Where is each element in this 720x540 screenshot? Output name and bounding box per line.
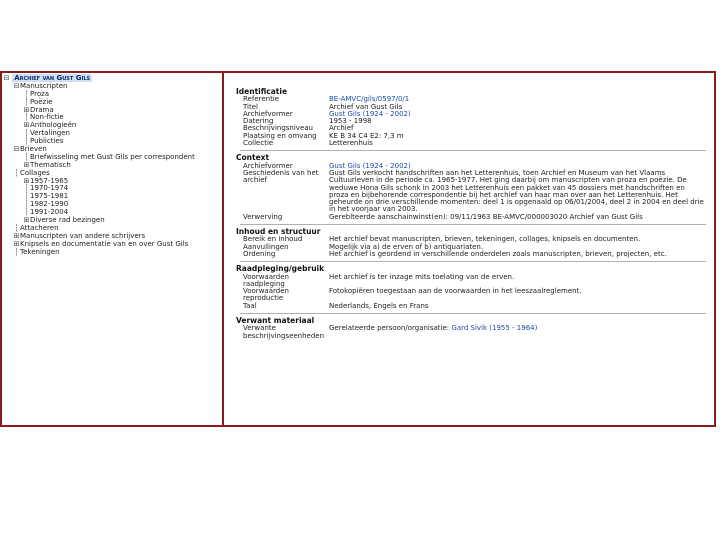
tree-root-label[interactable]: Archief van Gust Gils — [14, 74, 91, 82]
field-value — [329, 140, 706, 147]
field-text: Archief — [329, 124, 354, 133]
field-value — [329, 303, 706, 310]
field-label: Aanvullingen — [243, 242, 289, 251]
tree-line-icon: ┆ — [24, 97, 29, 106]
section-separator — [240, 313, 706, 314]
section-heading-context: Context — [236, 153, 270, 163]
expand-icon[interactable]: ⊞ — [23, 121, 30, 130]
tree-item-label[interactable]: Poëzie — [30, 97, 53, 106]
section-heading-identificatie: Identificatie — [236, 87, 288, 96]
collapse-icon[interactable]: ⊟ — [13, 145, 20, 154]
expand-icon[interactable]: ⊞ — [23, 105, 30, 114]
expand-icon[interactable]: ⊞ — [23, 160, 30, 169]
expand-icon[interactable]: ⊞ — [23, 216, 30, 225]
field-row — [243, 111, 706, 118]
tree-item-label[interactable]: Manuscripten — [20, 81, 68, 90]
field-text: KE B 34 C4 E2: 7,3 m — [329, 131, 404, 140]
field-label: Datering — [243, 117, 274, 126]
expand-icon[interactable]: ⊞ — [13, 231, 20, 240]
field-row — [243, 104, 706, 111]
field-label: Geschiedenis van het archief — [243, 168, 319, 185]
field-link[interactable]: Gust Gils (1924 - 2002) — [329, 161, 411, 170]
tree-line-icon: ┆ — [24, 113, 29, 122]
field-row — [243, 288, 706, 303]
field-text: Nederlands, Engels en Frans — [329, 301, 429, 310]
field-row — [243, 274, 706, 289]
tree-item-label[interactable]: Brieven — [20, 145, 47, 154]
field-row — [243, 325, 706, 340]
tree-line-icon: ┆ — [24, 200, 29, 209]
field-label: Titel — [243, 102, 259, 111]
section-heading-raadpleging: Raadpleging/gebruik — [236, 264, 325, 274]
field-row — [243, 170, 706, 214]
field-text: Mogelijk via a) de erven of b) antiquariaten. — [329, 242, 484, 251]
tree-line-icon: ┆ — [14, 168, 19, 177]
tree-line-icon: ┆ — [24, 152, 29, 161]
field-label: Referentie — [243, 95, 280, 104]
section-heading-inhoud: Inhoud en structuur — [236, 227, 321, 237]
field-value — [329, 118, 706, 125]
field-text: Gerelateerde persoon/organisatie: — [329, 324, 452, 333]
tree-item[interactable] — [3, 249, 219, 257]
field-label: Voorwaarden reproductie — [243, 287, 289, 303]
field-row — [243, 96, 706, 103]
tree-line-icon: ┆ — [14, 247, 19, 256]
field-row — [243, 251, 706, 258]
field-value — [329, 325, 706, 340]
archive-tree — [3, 75, 219, 256]
tree-item-label[interactable]: Thematisch — [30, 160, 71, 169]
field-label: Bereik en inhoud — [243, 235, 303, 244]
field-label: Taal — [243, 301, 257, 310]
field-text: Fotokopiëren toegestaan aan de voorwaarden in het leeszaalreglement. — [329, 287, 582, 296]
tree-item-label[interactable]: Diverse rad bezingen — [30, 216, 105, 225]
field-value — [329, 133, 706, 140]
field-value — [329, 214, 706, 221]
field-link[interactable]: Gust Gils (1924 - 2002) — [329, 109, 411, 118]
field-text: Archief van Gust Gils — [329, 102, 403, 111]
field-row — [243, 214, 706, 221]
field-text: Gereblteerde aanschainwinst(en): 09/11/1963 BE-AMVC/000003020 Archief van Gust Gils — [329, 212, 643, 221]
tree-item-label[interactable]: Drama — [30, 105, 54, 114]
field-text: Het archief bevat manuscripten, brieven, tekeningen, collages, knipsels en documenten. — [329, 235, 641, 244]
collapse-icon[interactable]: ⊟ — [3, 74, 10, 82]
field-text: Letterenhuis — [329, 139, 373, 148]
tree-item-label[interactable]: Publicties — [30, 137, 64, 146]
expand-icon[interactable]: ⊞ — [13, 239, 20, 248]
field-row — [243, 133, 706, 140]
field-text: Gust Gils verkocht handschriften aan het Letterenhuis, toen Archief en Museum van het Vlaams Cultuurleven in de periode ca. 1965-1977. Het ging daarbij om manuscripten van proza en poëzie. De weduwe Hona Gils schonk in 2003 het Letterenhuis een pakket van 45 dossiers met handschriften en proza en bijbehorende correspondentie bij het archief van haar man over aan het Letterenhuis. Het geheurde on drie verschillende momenten: deel 1 is opgenaald op 06/01/2004, deel 2 in 2004 en deel drie in het voorjaar van 2003. — [329, 168, 704, 214]
tree-item-label[interactable]: 1970-1974 — [30, 184, 69, 193]
field-label: Voorwaarden raadpleging — [243, 272, 289, 288]
section-separator — [240, 150, 706, 151]
field-value — [329, 170, 706, 214]
tree-item-label[interactable]: 1982-1990 — [30, 200, 69, 209]
field-label: Beschrijvingsniveau — [243, 124, 313, 133]
tree-item-label[interactable]: 1957-1965 — [30, 176, 69, 185]
tree-line-icon: ┆ — [24, 137, 29, 146]
tree-item-label[interactable]: Briefwisseling met Gust Gils per correspondent — [30, 152, 195, 161]
related-person-link[interactable]: Gard Sivik (1955 - 1964) — [451, 324, 538, 333]
field-label: Verwante beschrijvingseenheden — [243, 324, 325, 340]
field-text: Het archief is ter inzage mits toelating van de erven. — [329, 272, 515, 281]
field-value — [329, 111, 706, 118]
tree-line-icon: ┆ — [24, 89, 29, 98]
tree-item-label[interactable]: Anthologieën — [30, 121, 77, 130]
field-row — [243, 140, 706, 147]
field-label: Archiefvormer — [243, 109, 293, 118]
field-label: Plaatsing en omvang — [243, 131, 317, 140]
field-label: Verwerving — [243, 212, 283, 221]
field-value — [329, 288, 706, 303]
tree-item-label[interactable]: Proza — [30, 89, 50, 98]
field-value — [329, 251, 706, 258]
tree-line-icon: ┆ — [24, 129, 29, 138]
tree-item-label[interactable]: Collages — [20, 168, 50, 177]
field-label: Archiefvormer — [243, 161, 293, 170]
tree-item-label[interactable]: Attacheren — [20, 223, 59, 232]
tree-line-icon: ┆ — [24, 192, 29, 201]
expand-icon[interactable]: ⊞ — [23, 176, 30, 185]
tree-line-icon: ┆ — [14, 223, 19, 232]
field-link[interactable]: BE-AMVC/gils/0597/0/1 — [329, 95, 410, 104]
tree-item-label[interactable]: Tekeningen — [20, 247, 60, 256]
tree-item-label[interactable]: Manuscripten van andere schrijvers — [20, 231, 146, 240]
pane-divider[interactable] — [222, 71, 224, 427]
tree-item-label[interactable]: Vertalingen — [30, 129, 70, 138]
tree-item-label[interactable]: Non-fictie — [30, 113, 64, 122]
detail-pane — [236, 85, 706, 340]
tree-item-label[interactable]: 1975-1981 — [30, 192, 69, 201]
tree-item-label[interactable]: Knipsels en documentatie van en over Gust Gils — [20, 239, 189, 248]
section-separator — [240, 224, 706, 225]
tree-item-label[interactable]: 1991-2004 — [30, 208, 69, 217]
tree-line-icon: ┆ — [24, 208, 29, 217]
field-label: Collectie — [243, 139, 274, 148]
section-separator — [240, 261, 706, 262]
field-row — [243, 303, 706, 310]
field-label: Ordening — [243, 249, 276, 258]
field-text: Het archief is geordend in verschillende onderdelen zoals manuscripten, brieven, projecten, etc. — [329, 249, 667, 258]
tree-line-icon: ┆ — [24, 184, 29, 193]
collapse-icon[interactable]: ⊟ — [13, 81, 20, 90]
field-value — [329, 274, 706, 289]
field-text: 1953 - 1998 — [329, 117, 372, 126]
section-heading-verwant: Verwant materiaal — [236, 316, 315, 326]
